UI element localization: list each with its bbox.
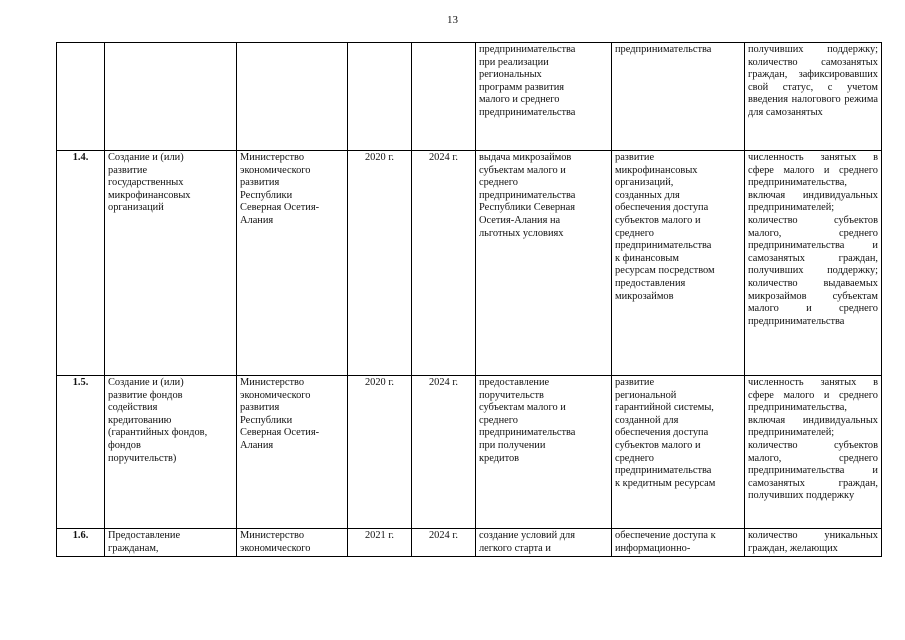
executor-cell: Министерство экономического развития Республики Северная Осетия- Алания: [237, 376, 348, 529]
executor-cell: Министерство экономического: [237, 529, 348, 557]
result-cell: развитие региональной гарантийной системы, созданной для обеспечения доступа субъектов малого и среднего предпринимательства к кредитным ресурсам: [612, 376, 745, 529]
indicators-cell: численность занятых в сфере малого и среднего предпринимательства, включая индивидуальных предпринимателей; количество субъектов малого, среднего предпринимательства и самозанятых граждан, получивших поддержку: [745, 376, 882, 529]
content-cell: создание условий для легкого старта и: [476, 529, 612, 557]
indicators-cell: численность занятых в сфере малого и среднего предпринимательства, включая индивидуальных предпринимателей; количество субъектов малого, среднего предпринимательства и самозанятых граждан, получивших поддержку; количество выдаваемых микрозаймов субъектам малого и среднего предпринимательства: [745, 151, 882, 376]
page-number: 13: [447, 14, 458, 26]
start-year-cell: 2021 г.: [348, 529, 412, 557]
event-name-cell: Создание и (или) развитие государственных микрофинансовых организаций: [105, 151, 237, 376]
table-row: [57, 376, 882, 529]
event-name-cell: Создание и (или) развитие фондов содействия кредитованию (гарантийных фондов, фондов поручительств): [105, 376, 237, 529]
measures-table: [56, 42, 882, 557]
result-cell: обеспечение доступа к информационно-: [612, 529, 745, 557]
indicators-cell: количество уникальных граждан, желающих: [745, 529, 882, 557]
row-number: 1.5.: [57, 376, 105, 529]
end-year-cell: 2024 г.: [412, 151, 476, 376]
end-year-cell: [412, 43, 476, 151]
result-cell: предпринимательства: [612, 43, 745, 151]
executor-cell: [237, 43, 348, 151]
start-year-cell: 2020 г.: [348, 151, 412, 376]
executor-cell: Министерство экономического развития Республики Северная Осетия- Алания: [237, 151, 348, 376]
start-year-cell: 2020 г.: [348, 376, 412, 529]
content-cell: предоставление поручительств субъектам малого и среднего предпринимательства при получении кредитов: [476, 376, 612, 529]
end-year-cell: 2024 г.: [412, 529, 476, 557]
result-cell: развитие микрофинансовых организаций, созданных для обеспечения доступа субъектов малого и среднего предпринимательства к финансовым ресурсам посредством предоставления микрозаймов: [612, 151, 745, 376]
table-row: [57, 43, 882, 151]
row-number: [57, 43, 105, 151]
event-name-cell: Предоставление гражданам,: [105, 529, 237, 557]
row-number: 1.6.: [57, 529, 105, 557]
table-row: [57, 529, 882, 557]
end-year-cell: 2024 г.: [412, 376, 476, 529]
row-number: 1.4.: [57, 151, 105, 376]
table-row: [57, 151, 882, 376]
indicators-cell: получивших поддержку; количество самозанятых граждан, зафиксировавших свой статус, с учетом введения налогового режима для самозанятых: [745, 43, 882, 151]
content-cell: предпринимательства при реализации региональных программ развития малого и среднего предпринимательства: [476, 43, 612, 151]
content-cell: выдача микрозаймов субъектам малого и среднего предпринимательства Республики Северная Осетия-Алания на льготных условиях: [476, 151, 612, 376]
event-name-cell: [105, 43, 237, 151]
start-year-cell: [348, 43, 412, 151]
